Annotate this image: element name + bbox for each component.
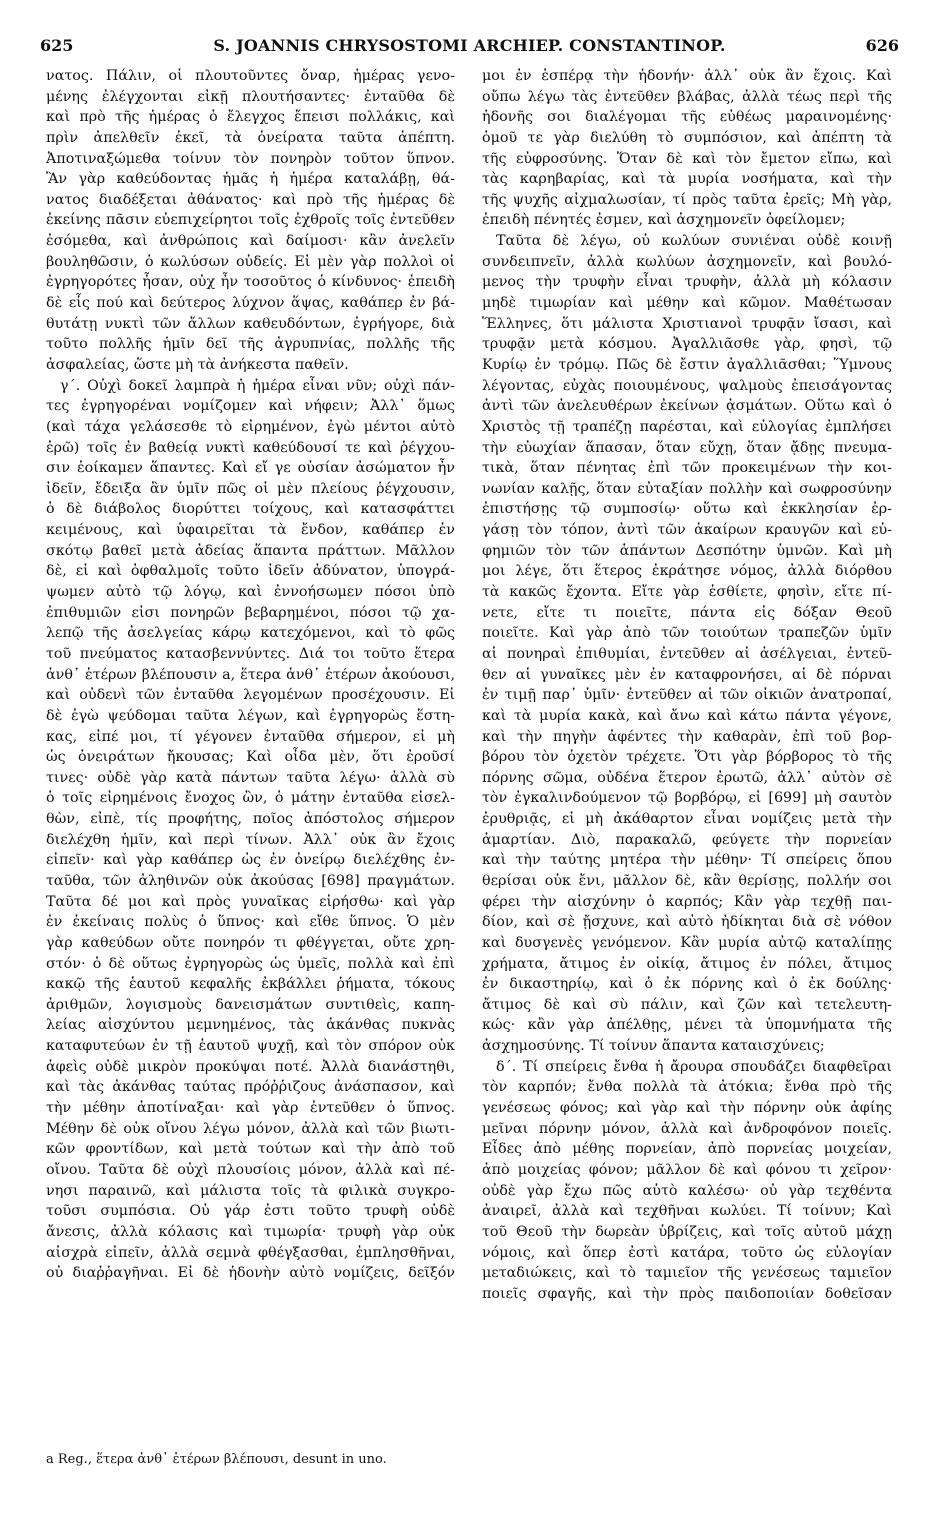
text-line: γάσῃ τὸν τόπον, ἀντὶ τῶν ἀκαίρων κραυγῶν καὶ εὐ- [482,522,892,539]
text-line: βόρου τὸν ὀχετὸν τρέχετε. Ὅτι γὰρ βόρβορος τὸ τῆς [482,749,892,766]
text-line: δίον, καὶ σὲ ᾔσχυνε, καὶ αὐτὸ ἠδίκηται διὰ σὲ νόθον [482,914,892,931]
text-line: συνδειπνεῖν, ἀλλὰ κωλύων ἀσχημονεῖν, καὶ βουλό- [482,253,892,270]
text-line: κακῷ τῆς ἑαυτοῦ κεφαλῆς ἐκβάλλει ῥήματα, τόκους [46,976,455,993]
text-line: ἄνεσις, ἀλλὰ κόλασις καὶ τιμωρία· τρυφὴ γὰρ οὐκ [46,1223,455,1240]
text-line: ἀπὸ μοιχείας φόνον; μᾶλλον δὲ καὶ φόνου τι χεῖρον· [482,1161,892,1178]
text-line: νατος διαδέξεται ἀθάνατος· καὶ πρὸ τῆς ἡμέρας δὲ [46,191,455,208]
text-line: θεν αἱ γυναῖκες μὲν ἐν καταφρονήσει, αἱ δὲ πόρναι [482,666,892,683]
text-line: μεῖναι πόρνην μόνον, ἀλλὰ καὶ ἀνδροφόνον ποιεῖς. [482,1120,892,1137]
text-line: ἀφεὶς οὐδὲ μικρὸν προκύψαι ποτέ. Ἀλλὰ διανάστηθι, [46,1058,455,1075]
text-line: ἡδονῆς σοι διαλέγομαι τῆς εὐθέως μαραινομένης· [482,109,892,126]
text-line: τὰς καρηβαρίας, καὶ τὰ μυρία νοσήματα, καὶ τὴν [482,171,892,188]
text-line: Ἕλληνες, ὅτι μάλιστα Χριστιανοὶ τρυφᾷν ἴσασι, καὶ [482,315,892,332]
text-line: ἀνθ᾽ ἑτέρων βλέπουσιν a, ἕτερα ἀνθ᾽ ἑτέρων ἀκούουσι, [46,666,455,683]
text-line: Χριστὸς τῇ τραπέζῃ παρέσται, καὶ εὐλογίας ἐμπλήσει [482,418,892,435]
text-line: ἐρῶ) τοῖς ἐν βαθείᾳ νυκτὶ καθεύδουσί τε καὶ ῥέγχου- [46,439,455,456]
text-line: αἰσχρὰ εἰπεῖν, ἀλλὰ σεμνὰ φθέγξασθαι, ἐμπλησθῆναι, [46,1244,455,1261]
text-line: ἐρυθριᾷς, εἰ μὴ ἀκάθαρτον εἶναι νομίζεις μετὰ τὴν [482,811,892,828]
text-line: σκότῳ βαθεῖ μετὰ ἀδείας ἅπαντα πράττων. Μᾶλλον [46,542,455,559]
text-line: ἐν τιμῇ παρ᾽ ὑμῖν· ἐντεῦθεν αἱ τῶν οἰκιῶν ἀνατροπαί, [482,687,892,704]
right-page-number: 626 [865,36,899,55]
text-line: κας, εἰπέ μοι, τί γέγονεν ἐνταῦθα σήμερον, εἰ μὴ [46,728,455,745]
text-line: ἰδεῖν, ἔδειξα ἂν ὑμῖν πῶς οἱ μὲν πλείους ῥέγχουσιν, [46,480,455,497]
text-line: φημιῶν τὸν τῶν ἁπάντων Δεσπότην ὑμνῶν. Καὶ μὴ [482,542,892,559]
text-line: θυτάτῃ νυκτὶ τῶν ἄλλων καθευδόντων, ἐγρήγορε, διὰ [46,315,455,332]
text-line: δ΄. Τί σπείρεις ἔνθα ἡ ἄρουρα σπουδάζει διαφθεῖραι [496,1058,892,1075]
text-line: γ΄. Οὐχὶ δοκεῖ λαμπρὰ ἡ ἡμέρα εἶναι νῦν; οὐχὶ πάν- [60,377,455,394]
text-line: ἀσφαλείας, ὥστε μὴ τὰ ἀνήκεστα παθεῖν. [46,356,349,373]
left-column [46,66,455,1284]
text-line: ἐσόμεθα, καὶ ἀνθρώποις καὶ δαίμοσι· κἂν ἀνελεῖν [46,233,455,250]
text-line: ἄτιμος δὲ καὶ σὺ πάλιν, καὶ ζῶν καὶ τετελευτη- [482,996,892,1013]
text-line: λείας αἰσχύντου μεμνημένος, τὰς ἀκάνθας πυκνὰς [46,1017,455,1034]
text-line: ὁμοῦ τε γὰρ διελύθη τὸ συμπόσιον, καὶ ἀπέπτη τὰ [482,129,892,146]
text-line: γὰρ καθεύδων οὔτε πονηρόν τι φθέγγεται, οὔτε χρη- [46,934,455,951]
text-line: καταφυτεύων ἐν τῇ ἑαυτοῦ ψυχῇ, καὶ τὸν σπόρον οὐκ [46,1038,455,1055]
text-line: κειμένους, καὶ ὑφαιρεῖται τὰ ἔνδον, καθάπερ ἐν [46,522,455,539]
text-line: τινες· οὐδὲ γὰρ κατὰ πάντων ταῦτα λέγω· ἀλλὰ σὺ [46,769,455,786]
text-line: Κυρίῳ ἐν τρόμῳ. Πῶς δὲ ἔστιν ἀγαλλιᾶσθαι; Ὕμνους [482,356,892,373]
text-line: σιν ἐοίκαμεν ἅπαντες. Καὶ εἴ γε οὐσίαν ἀσώματον ἦν [46,460,455,477]
left-page-number: 625 [40,36,74,55]
text-line: δὲ ἐγὼ ψεύδομαι ταῦτα λέγων, καὶ ἐγρηγορὼς ἕστη- [46,707,455,724]
text-line: κῶν φροντίδων, καὶ μετὰ τούτων καὶ τὴν ἀπὸ τοῦ [46,1141,455,1158]
text-line: νησι παραινῶ, καὶ μάλιστα τοῖς τὰ φιλικὰ συγκρο- [46,1182,455,1199]
text-line: τῆς εὐφροσύνης. Ὅταν δὲ καὶ τὸν ἔμετον εἴπω, καὶ [482,150,892,167]
text-line: οὐ διαῤῥαγῆναι. Εἰ δὲ ἡδονὴν αὐτὸ νομίζεις, δεῖξόν [46,1265,455,1282]
text-line: ἐν ἐκείναις πολὺς ὁ ὕπνος· καὶ εἴθε ὕπνος. Ὁ μὲν [46,914,455,931]
text-line: τὴν εὐωχίαν ἅπασαν, ὅταν εὔχῃ, ὅταν ᾄδῃς πνευμα- [482,439,892,456]
right-column [482,66,892,1304]
text-line: ἀναιρεῖ, ἀλλὰ καὶ τεχθῆναι κωλύει. Τί τοίνυν; Καὶ [482,1203,892,1220]
text-line: τὸν καρπόν; ἔνθα πολλὰ τὰ ἀτόκια; ἔνθα πρὸ τῆς [482,1079,892,1096]
text-line: μοι ἐν ἑσπέρᾳ τὴν ἡδονήν· ἀλλ᾽ οὐκ ἂν ἔχοις. Καὶ [482,68,892,84]
text-line: ποιεῖτε. Καὶ γὰρ ἀπὸ τῶν τοιούτων τραπεζῶν ὑμῖν [482,625,892,642]
text-line: Ταῦτα δέ μοι καὶ πρὸς γυναῖκας εἰρήσθω· καὶ γὰρ [46,893,455,910]
text-line: δὲ, εἰ καὶ ὀφθαλμοῖς τοῦτο ἰδεῖν ἀδύνατον, ὑπογρά- [46,563,455,580]
text-line: Εἶδες ἀπὸ μέθης πορνείαν, ἀπὸ πορνείας μοιχείαν, [482,1141,892,1158]
text-line: μενος τὴν τρυφὴν εἶναι τρυφὴν, ἀλλὰ μὴ κόλασιν [482,274,892,291]
text-line: τρυφᾷν μετὰ κόσμου. Ἀγαλλιᾶσθε γὰρ, φησὶ, τῷ [482,336,892,353]
text-line: γενέσεως φόνος; καὶ γὰρ καὶ τὴν πόρνην οὐκ ἀφίης [482,1100,892,1117]
text-line: Ἂν γὰρ καθεύδοντας ἡμᾶς ἡ ἡμέρα καταλάβῃ, θά- [46,171,455,188]
running-title: S. JOANNIS CHRYSOSTOMI ARCHIEP. CONSTANTINOP. [213,36,726,55]
text-line: βουληθῶσιν, ὁ κωλύσων οὐδείς. Εἰ μὲν γὰρ πολλοὶ οἱ [46,253,455,270]
text-line: καὶ οὐδενὶ τῶν ἐνταῦθα λεγομένων προσέχουσιν. Εἰ [46,687,455,704]
text-line: μηδὲ τιμωρίαν καὶ μέθην καὶ κῶμον. Μαθέτωσαν [482,295,892,312]
text-line: οὔπω λέγω τὰς ἐντεῦθεν βλάβας, ἀλλὰ τέως περὶ τῆς [482,88,892,105]
text-line: ψωμεν αὐτὸ τῷ λόγῳ, καὶ ἐννοήσωμεν πόσοι ὑπὸ [46,584,455,601]
text-line: τῆς ψυχῆς αἰχμαλωσίαν, τί πρὸς ταῦτα ἐρεῖς; Μὴ γὰρ, [482,191,892,208]
text-line: μένης ἐλέγχονται εἰκῇ πλουτήσαντες· ἐνταῦθα δὲ [46,88,455,105]
text-line: τὸν ἐγκαλινδούμενον τῷ βορβόρῳ, εἰ [699] μὴ σαυτὸν [482,790,892,807]
text-line: μεταδιώκεις, καὶ τὸ ταμιεῖον τῆς γενέσεως ταμιεῖον [482,1265,892,1282]
text-line: (καὶ τάχα γελάσεσθε τὸ εἰρημένον, ἐγὼ μέντοι αὐτὸ [46,418,455,435]
text-line: χρήματα, ἄτιμος ἐν οἰκίᾳ, ἄτιμος ἐν πόλει, ἄτιμος [482,955,892,972]
text-line: καὶ πρὸ τῆς ἡμέρας ὁ ἔλεγχος ἔπεισι πολλάκις, καὶ [46,109,455,126]
text-line: πρὶν ἀπελθεῖν ἐκεῖ, τὰ ὀνείρατα ταῦτα ἀπέπτη. [46,129,455,146]
text-line: ἀντὶ τῶν ἀνελευθέρων ἐκείνων ᾀσμάτων. Οὕτω καὶ ὁ [482,398,892,415]
text-line: φέρει τὴν αἰσχύνην ὁ καρπός; Κἂν γὰρ τεχθῇ παι- [482,893,892,910]
text-line: ἐπειδὴ πένητές ἐσμεν, καὶ ἀσχημονεῖν ὀφείλομεν; [482,212,846,229]
text-line: ἀριθμῶν, λογισμοὺς δανεισμάτων συντιθεὶς, καπη- [46,996,455,1013]
text-line: λεπῷ τῆς ἀσελγείας κάρῳ κατεχόμενοι, καὶ τὸ φῶς [46,625,455,642]
text-line: τικὰ, ὅταν πένητας ἐπὶ τῶν προκειμένων τὴν κοι- [482,460,892,477]
text-line: τὰ κακῶς ἔχοντα. Εἴτε γὰρ ἐσθίετε, φησὶν, εἴτε πί- [482,584,892,601]
text-line: οὐδὲ γὰρ ἔχω πῶς αὐτὸ καλέσω· οὐ γὰρ τεχθέντα [482,1182,892,1199]
text-line: στόν· ὁ δὲ οὕτως ἐγρηγορὼς ὡς ὑμεῖς, πολλὰ καὶ ἐπὶ [46,955,455,972]
text-line: δὲ εἷς πού καὶ δεύτερος λύχνον ἅψας, καθάπερ ἐν βά- [46,295,455,312]
text-line: τοῦτο πολλῆς ἡμῖν δεῖ τῆς ἀγρυπνίας, πολλῆς τῆς [46,336,455,353]
text-line: ἐπιστήσῃς τῷ συμποσίῳ· οὕτω καὶ ἐκκλησίαν ἐρ- [482,501,892,518]
text-line: Ταῦτα δὲ λέγω, οὐ κωλύων συνιέναι οὐδὲ κοινῇ [496,233,892,250]
text-line: καὶ τὰ μυρία κακὰ, καὶ ἄνω καὶ κάτω πάντα γέγονε, [482,707,892,724]
running-header [40,36,899,62]
text-line: καὶ τὴν ταύτης μητέρα τὴν μέθην· Τί σπείρεις ὅπου [482,852,892,869]
text-line: οἴνου. Ταῦτα δὲ οὐχὶ πλουσίοις μόνον, ἀλλὰ καὶ πέ- [46,1161,455,1178]
text-line: ταῦθα, τῶν ἀληθινῶν οὐκ ἀκούσας [698] πραγμάτων. [46,872,455,889]
text-line: ὁ δὲ διάβολος διορύττει τοίχους, καὶ κατασφάττει [46,501,455,518]
text-line: ἐκείνης πᾶσιν εὐεπιχείρητοι τοῖς ἐχθροῖς τοῖς ἐντεῦθεν [46,212,455,229]
text-line: τοῦ πνεύματος κατασβεννύντες. Διά τοι τοῦτο ἕτερα [46,645,455,662]
text-line: νωνίαν καλῇς, ὅταν εὐταξίαν πολλὴν καὶ σωφροσύνην [482,480,892,497]
text-line: ποιεῖς σφαγῆς, καὶ τὴν πρὸς παιδοποιίαν δοθεῖσαν [482,1285,892,1302]
text-line: ἐν δικαστηρίῳ, καὶ ὁ ἐκ πόρνης καὶ ὁ ἐκ δούλης· [482,976,892,993]
text-line: λέγοντας, εὐχὰς ποιουμένους, ψαλμοὺς ἐπεισάγοντας [482,377,892,394]
text-line: καὶ δυσγενὲς γενόμενον. Κἂν μυρία αὐτῷ καταλίπῃς [482,934,892,951]
text-line: ἁμαρτίαν. Διὸ, παρακαλῶ, φεύγετε τὴν πορνείαν [482,831,892,848]
text-line: νόμοις, καὶ ὅπερ ἐστὶ κατάρα, τοῦτο ὡς εὐλογίαν [482,1244,892,1261]
text-line: ἐπιθυμιῶν εἰσι πονηρῶν βεβαρημένοι, πόσοι τῷ χα- [46,604,455,621]
text-line: μοι λέγε, ὅτι ἕτερος ἐκράτησε νόμος, ἀλλὰ διόρθου [482,563,892,580]
text-line: ὁ τοῖς εἰρημένοις ἔνοχος ὢν, ὁ μάτην ἐνταῦθα εἰσελ- [46,790,455,807]
text-line: θὼν, εἰπὲ, τίς προφήτης, ποῖος ἀπόστολος σήμερον [46,811,455,828]
text-line: θερίσαι οὐκ ἔνι, μᾶλλον δὲ, κἂν θερίσῃς, πολλήν σοι [482,872,892,889]
text-line: ὡς ὀνειράτων ἤκουσας; Καὶ οἶδα μὲν, ὅτι ἐροῦσί [46,749,455,766]
text-line: Μέθην δὲ οὐκ οἴνου λέγω μόνον, ἀλλὰ καὶ τῶν βιωτι- [46,1120,455,1137]
text-line: τοῦσι συμπόσια. Οὐ γάρ ἐστι τοῦτο τρυφὴ οὐδὲ [46,1203,455,1220]
text-line: νατος. Πάλιν, οἱ πλουτοῦντες ὄναρ, ἡμέρας γενο- [46,68,455,84]
text-line: τοῦ Θεοῦ τὴν δωρεὰν ὑβρίζεις, καὶ τοῖς αὐτοῦ μάχῃ [482,1223,892,1240]
text-line: αἱ πονηραὶ ἐπιθυμίαι, ἐντεῦθεν αἱ ἀσέλγειαι, ἐντεῦ- [482,645,892,662]
text-line: ἐγρηγορότες ἦσαν, οὐχ ἦν τοσοῦτος ὁ κίνδυνος· ἐπειδὴ [46,274,455,291]
text-line: εἰπεῖν· καὶ γὰρ καθάπερ ὡς ἐν ὀνείρῳ διελέχθης ἐν- [46,852,455,869]
text-line: τες ἐγρηγορέναι νομίζομεν καὶ νήφειν; Ἀλλ᾽ ὅμως [46,398,455,415]
footnote: a Reg., ἕτερα ἀνθ᾽ ἑτέρων βλέπουσι, desunt in uno. [46,1452,387,1467]
text-line: καὶ τὰς ἀκάνθας ταύτας πρόῤῥιζους ἀνάσπασον, καὶ [46,1079,455,1096]
text-line: τὴν μέθην ἀποτίναξαι· καὶ γὰρ ἐντεῦθεν ὁ ὕπνος. [46,1100,455,1117]
text-line: νετε, εἴτε τι ποιεῖτε, πάντα εἰς δόξαν Θεοῦ [482,604,892,621]
text-line: κώς· κἂν γὰρ ἀπέλθῃς, μένει τὰ ὑπομνήματα τῆς [482,1017,892,1034]
text-line: Ἀποτιναξώμεθα τοίνυν τὸν πονηρὸν τοῦτον ὕπνον. [46,150,455,167]
text-line: διελέχθη ἡμῖν, καὶ περὶ τίνων. Ἀλλ᾽ οὐκ ἂν ἔχοις [46,831,455,848]
text-line: ἀσχημοσύνης. Τί τοίνυν ἅπαντα καταισχύνεις; [482,1038,825,1055]
text-line: καὶ τὴν πηγὴν ἀφέντες τὴν καθαρὰν, ἐπὶ τοῦ βορ- [482,728,892,745]
text-line: πόρνης σῶμα, οὐδένα ἕτερον ἐρωτῶ, ἀλλ᾽ αὐτὸν σὲ [482,769,892,786]
